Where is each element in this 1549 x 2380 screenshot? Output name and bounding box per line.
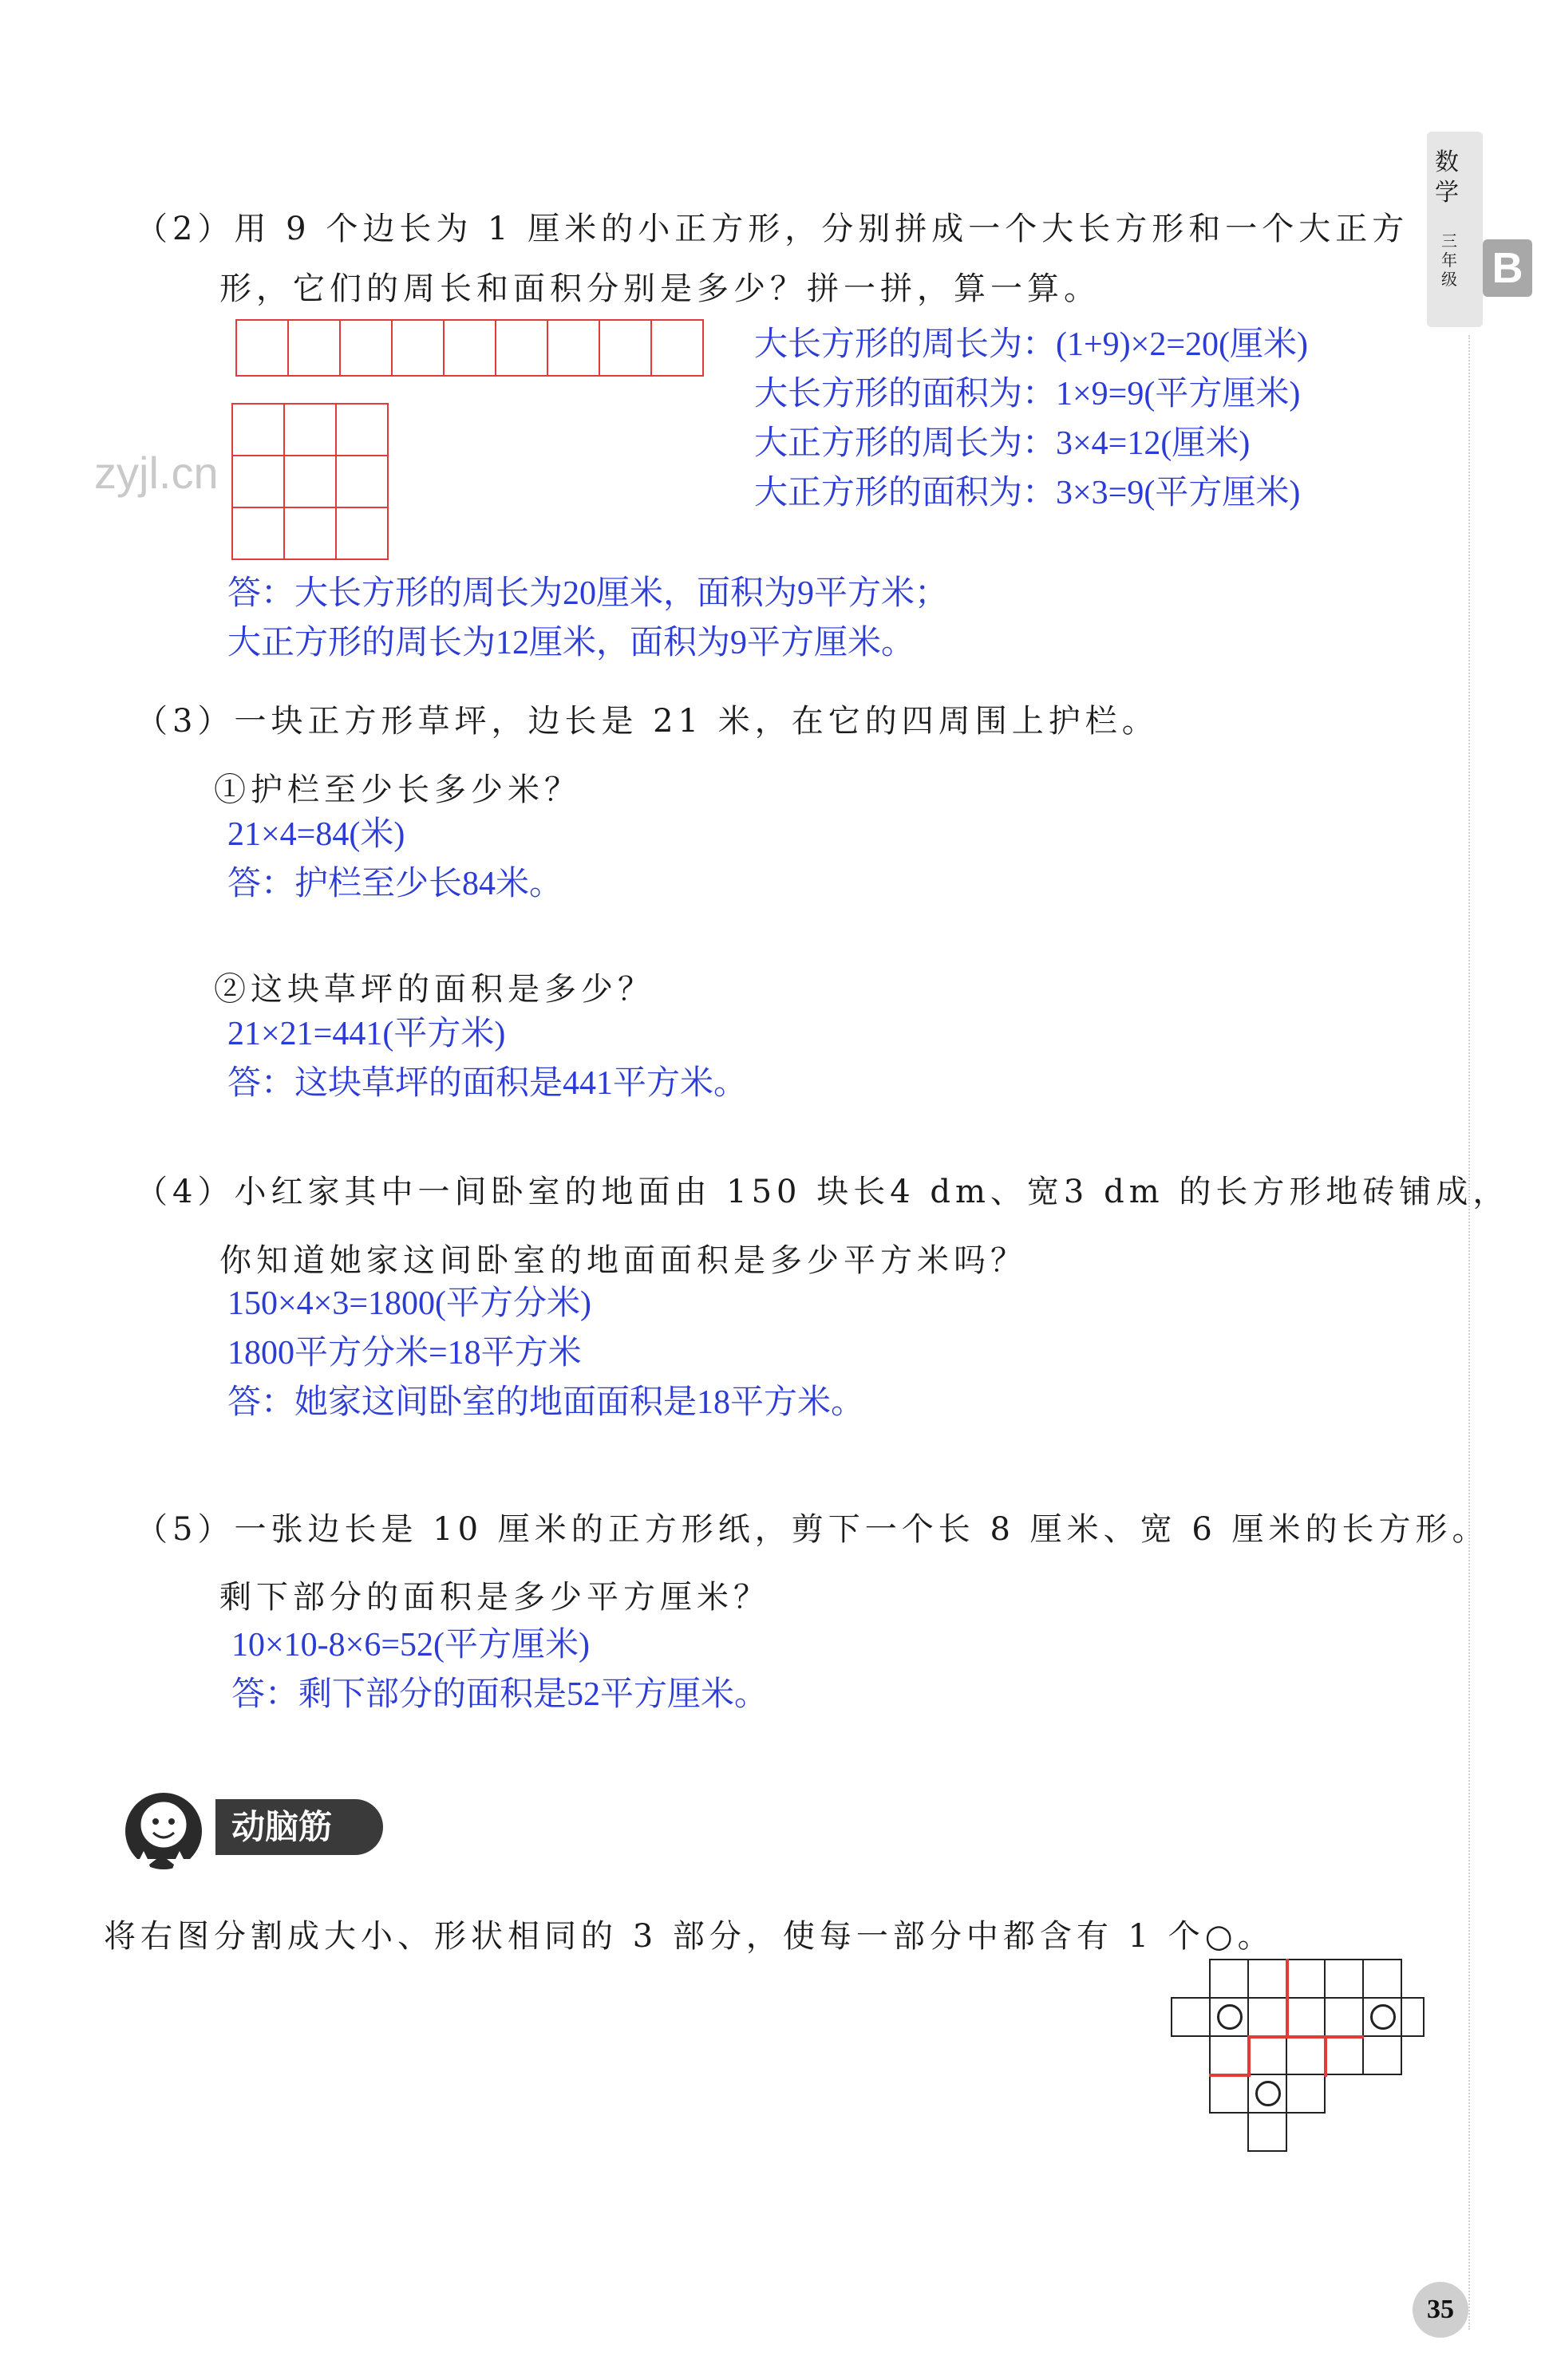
puzzle-cell — [1324, 1959, 1364, 1999]
grid-cell — [443, 319, 496, 377]
grid-cell — [335, 403, 389, 456]
grade-badge: B — [1483, 239, 1532, 297]
page-edge-divider — [1468, 335, 1472, 2330]
q3-stem: （3）一块正方形草坪，边长是 21 米，在它的四周围上护栏。 — [136, 703, 1159, 740]
puzzle-cell — [1209, 2035, 1249, 2075]
q4-line1: （4）小红家其中一间卧室的地面由 150 块长4 dm、宽3 dm 的长方形地砖铺成， — [136, 1174, 1510, 1210]
q2-work-2: 大长方形的面积为：1×9=9(平方厘米) — [754, 376, 1301, 412]
grid-cell — [283, 507, 337, 560]
grid-cell — [339, 319, 393, 377]
division-line — [1324, 2035, 1327, 2077]
puzzle-cell — [1247, 2035, 1287, 2075]
q2-work-4: 大正方形的面积为：3×3=9(平方厘米) — [754, 475, 1301, 511]
side-tab — [1427, 132, 1483, 327]
puzzle-cell — [1401, 1997, 1425, 2037]
puzzle-cell — [1247, 2112, 1287, 2152]
q4-calc-2: 1800平方分米=18平方米 — [227, 1335, 582, 1372]
grid-cell — [235, 319, 289, 377]
q3-sub1: ①护栏至少长多少米？ — [214, 772, 581, 808]
q4-answer: 答：她家这间卧室的地面面积是18平方米。 — [227, 1384, 865, 1421]
circle-marker — [1217, 2004, 1243, 2030]
q5-line1: （5）一张边长是 10 厘米的正方形纸，剪下一个长 8 厘米、宽 6 厘米的长方形。 — [136, 1511, 1489, 1548]
puzzle-cell — [1324, 1997, 1364, 2037]
grid-cell — [283, 403, 337, 456]
q2-line2: 形，它们的周长和面积分别是多少？拼一拼，算一算。 — [219, 270, 1101, 307]
puzzle-figure — [1169, 1959, 1425, 2174]
grade-label: 三年级 — [1441, 231, 1457, 289]
circle-marker — [1370, 2004, 1396, 2030]
watermark: zyjl.cn — [94, 448, 219, 498]
q2-work-1: 大长方形的周长为：(1+9)×2=20(厘米) — [754, 326, 1309, 363]
puzzle-cell — [1362, 2035, 1402, 2075]
grid-cell — [231, 507, 285, 560]
grid-cell — [231, 455, 285, 508]
subject-label: 数学 — [1435, 148, 1459, 207]
puzzle-cell — [1286, 1997, 1326, 2037]
puzzle-cell — [1286, 1959, 1326, 1999]
grid-cell — [495, 319, 548, 377]
grid-cell — [283, 455, 337, 508]
q3-sub2-calc: 21×21=441(平方米) — [227, 1016, 506, 1052]
puzzle-cell — [1324, 2035, 1364, 2075]
grid-cell — [547, 319, 600, 377]
puzzle-cell — [1286, 2074, 1326, 2114]
puzzle-cell — [1209, 2074, 1249, 2114]
puzzle-cell — [1209, 1959, 1249, 1999]
brain-teaser-banner: 动脑筋 — [215, 1799, 383, 1855]
division-line — [1247, 2035, 1364, 2039]
page-number: 35 — [1413, 2282, 1468, 2338]
q5-answer: 答：剩下部分的面积是52平方厘米。 — [231, 1676, 769, 1713]
puzzle-cell — [1247, 1997, 1287, 2037]
puzzle-cell — [1286, 2035, 1326, 2075]
q2-answer-2: 大正方形的周长为12厘米，面积为9平方厘米。 — [227, 625, 915, 661]
q3-sub1-calc: 21×4=84(米) — [227, 816, 405, 853]
grid-cell — [650, 319, 704, 377]
grid-cell — [335, 507, 389, 560]
q3-sub2: ②这块草坪的面积是多少？ — [214, 971, 654, 1008]
division-line — [1286, 1959, 1289, 2035]
q4-calc-1: 150×4×3=1800(平方分米) — [227, 1285, 592, 1322]
puzzle-cell — [1362, 1959, 1402, 1999]
square-grid-3x3 — [231, 403, 391, 558]
q2-work-3: 大正方形的周长为：3×4=12(厘米) — [754, 425, 1251, 462]
puzzle-cell — [1171, 1997, 1211, 2037]
grid-cell — [599, 319, 652, 377]
q4-line2: 你知道她家这间卧室的地面面积是多少平方米吗？ — [219, 1242, 1027, 1279]
q2-answer-1: 答：大长方形的周长为20厘米，面积为9平方米； — [227, 575, 949, 612]
mascot-icon — [112, 1775, 215, 1879]
q3-sub1-answer: 答：护栏至少长84米。 — [227, 866, 563, 902]
q5-calc: 10×10-8×6=52(平方厘米) — [231, 1627, 591, 1664]
grid-cell — [287, 319, 341, 377]
circle-marker — [1255, 2081, 1281, 2106]
q3-sub2-answer: 答：这块草坪的面积是441平方米。 — [227, 1065, 748, 1102]
brain-teaser-text: 将右图分割成大小、形状相同的 3 部分，使每一部分中都含有 1 个○。 — [104, 1918, 1274, 1955]
rectangle-grid-1x9 — [235, 319, 706, 377]
grid-cell — [335, 455, 389, 508]
puzzle-cell — [1247, 1959, 1287, 1999]
q2-line1: （2）用 9 个边长为 1 厘米的小正方形，分别拼成一个大长方形和一个大正方 — [136, 211, 1409, 247]
division-line — [1247, 2035, 1251, 2075]
q5-line2: 剩下部分的面积是多少平方厘米？ — [219, 1579, 770, 1616]
division-line — [1209, 2074, 1251, 2077]
grid-cell — [231, 403, 285, 456]
grid-cell — [391, 319, 445, 377]
